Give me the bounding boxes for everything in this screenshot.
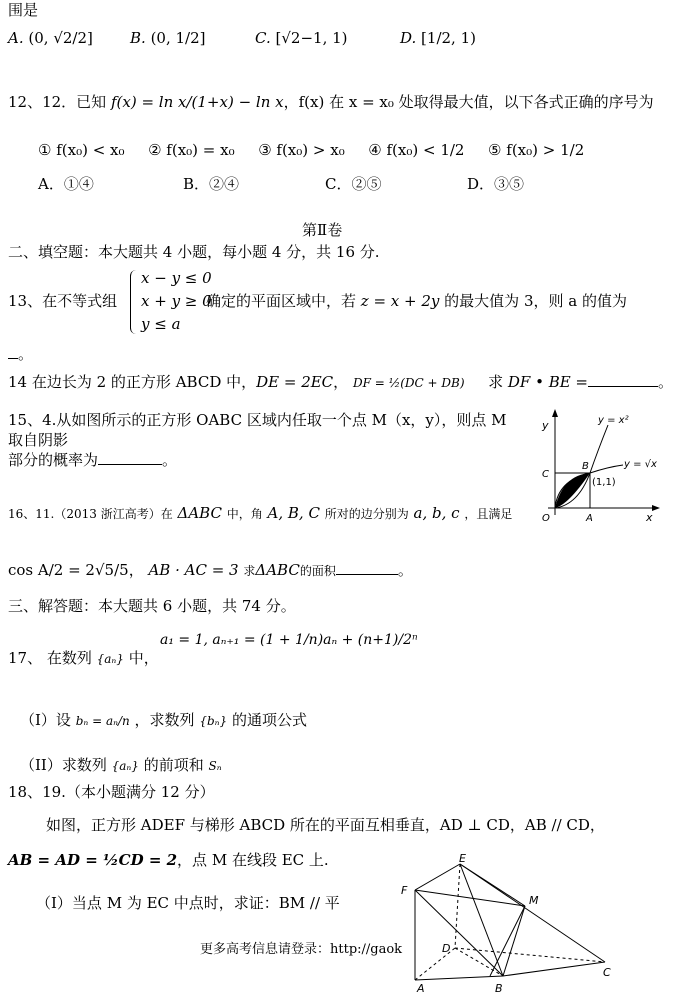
q12-item-2: ② f(x₀) = x₀ — [148, 141, 235, 159]
option-d-label: D. — [400, 29, 417, 47]
q17-part2 — [20, 755, 222, 776]
q18-head: 18、19.（本小题满分 12 分） — [8, 783, 215, 801]
q16-dot: AB · AC = 3 — [148, 561, 239, 579]
q16-pre: 16、11.（2013 浙江高考）在 — [8, 507, 173, 521]
q13-blank[interactable] — [8, 344, 18, 359]
q13-sys-3: y ≤ a — [141, 315, 181, 333]
q16-sides: a, b, c — [413, 504, 460, 522]
option-c-expr: [√2−1, 1) — [275, 29, 348, 47]
q16-ask2: 的面积 — [299, 564, 336, 578]
option-c-label: C. — [255, 29, 271, 47]
q14-blank[interactable] — [588, 372, 658, 387]
q15-blank[interactable] — [98, 450, 162, 465]
q17-bseq: {bₙ} — [199, 714, 228, 728]
q17-pre: 17、 在数列 — [8, 649, 92, 667]
top-prefix: 围是 — [8, 1, 39, 19]
q18-line3: （I）当点 M 为 EC 中点时，求证：BM // 平 — [36, 894, 340, 912]
q17-Sn: Sₙ — [208, 759, 222, 773]
q13-post: 的最大值为 3，则 a 的值为 — [444, 292, 627, 310]
q17-part1 — [20, 710, 307, 731]
q15-point-label: (1,1) — [592, 477, 616, 488]
q12-choice-b: B．②④ — [183, 175, 240, 193]
q12-stem — [8, 92, 654, 112]
option-b-expr: (0, 1/2] — [150, 29, 206, 47]
q15-x-arrow — [652, 505, 660, 511]
q18-F: F — [401, 884, 408, 897]
q12-item-1: ① f(x₀) < x₀ — [38, 141, 125, 159]
q15-line3 — [8, 450, 177, 470]
q18-A: A — [417, 982, 425, 995]
q12-choice-d: D．③⑤ — [467, 175, 525, 193]
q16-mid2: 所对的边分别为 — [324, 507, 409, 521]
q15-curve1-label: y = x² — [598, 415, 629, 426]
q16-ask: 求 — [243, 564, 256, 578]
q12-item-5: ⑤ f(x₀) > 1/2 — [488, 141, 585, 159]
q14-v1: DE = 2EC — [256, 373, 334, 391]
q12-text: ，f(x) 在 x = x₀ 处取得最大值，以下各式正确的序号为 — [283, 93, 654, 111]
q13-brace — [130, 270, 139, 334]
q13-end: 。 — [18, 345, 34, 363]
option-c — [255, 28, 348, 48]
section-2-title: 第Ⅱ卷 — [302, 221, 343, 239]
q18-l2a: AB = AD = — [8, 851, 103, 869]
option-b — [130, 28, 206, 48]
q12-func: f(x) = ln x/(1+x) − ln x — [110, 93, 284, 111]
q18-line2 — [8, 850, 329, 870]
q17-seq: {aₙ} — [96, 652, 124, 666]
q12-choice-a: A．①④ — [38, 175, 94, 193]
q13-sys-1: x − y ≤ 0 — [141, 269, 212, 287]
option-d-expr: [1/2, 1) — [421, 29, 476, 47]
q18-B: B — [495, 982, 503, 995]
q17-stem — [8, 648, 159, 669]
q12-choice-c: C．②⑤ — [325, 175, 382, 193]
q14-pre: 14 在边长为 2 的正方形 ABCD 中， — [8, 373, 257, 391]
q17-p2b: 的前项和 — [143, 756, 204, 774]
q14-ask: 求 — [488, 373, 504, 391]
q13-pre: 13、在不等式组 — [8, 292, 118, 310]
q13-mid: 确定的平面区域中，若 — [206, 292, 357, 310]
option-a-label: A. — [8, 29, 24, 47]
q16-mid1: 中，角 — [226, 507, 263, 521]
q16-end: 。 — [397, 561, 413, 579]
q17-rec: a₁ = 1, aₙ₊₁ = (1 + 1/n)aₙ + (n+1)/2ⁿ — [160, 632, 418, 648]
q16-tri2: ΔABC — [255, 561, 300, 579]
q17-mid: 中， — [128, 649, 159, 667]
q18-l2b: ½CD = 2 — [103, 851, 178, 869]
q15-line3-text: 部分的概率为 — [8, 451, 99, 469]
q13-answer — [8, 344, 33, 364]
q12-items — [38, 140, 584, 160]
q17-p2a: （II）求数列 — [20, 756, 107, 774]
q17-bn: bₙ = aₙ/n — [75, 714, 130, 728]
q16-blank[interactable] — [336, 560, 398, 575]
q18-D: D — [442, 942, 451, 955]
q16-line1 — [8, 503, 512, 524]
q15-line1: 15、4.从如图所示的正方形 OABC 区域内任取一个点 M（x，y），则点 M — [8, 411, 507, 429]
q15-line2: 取自阴影 — [8, 431, 69, 449]
q12-num: 12、12．已知 — [8, 93, 107, 111]
q15-end: 。 — [162, 451, 178, 469]
q16-line2: cos A/2 = 2√5/5， AB · AC = 3 求ΔABC的面积 。 — [8, 561, 413, 579]
q17-p1a: （I）设 — [20, 711, 71, 729]
q13-sys-2: x + y ≥ 0 — [141, 292, 212, 310]
q18-M: M — [529, 894, 539, 907]
q15-A-label: A — [586, 513, 593, 524]
q13-rest — [206, 291, 627, 311]
q15-y-arrow — [552, 409, 558, 417]
q14-v3: DF • BE = — [507, 373, 589, 391]
q17-seq2: {aₙ} — [111, 759, 139, 773]
q16-tri: ΔABC — [177, 504, 222, 522]
option-b-label: B. — [130, 29, 146, 47]
option-a — [8, 28, 93, 48]
q12-item-4: ④ f(x₀) < 1/2 — [368, 141, 465, 159]
q15-O-label: O — [542, 513, 550, 524]
q17-p1c: 的通项公式 — [231, 711, 307, 729]
q18-E: E — [459, 852, 466, 865]
q18-l2c: ，点 M 在线段 EC 上. — [177, 851, 329, 869]
q15-x-label: x — [646, 511, 653, 524]
q16-mid3: ，且满足 — [464, 507, 513, 521]
option-d — [400, 28, 476, 48]
fill-heading: 二、填空题：本大题共 4 小题，每小题 4 分，共 16 分. — [8, 243, 380, 261]
q18-line1: 如图，正方形 ADEF 与梯形 ABCD 所在的平面互相垂直，AD ⊥ CD，AB // CD， — [46, 816, 605, 834]
q15-y-label: y — [542, 419, 549, 432]
q14-end: 。 — [658, 373, 673, 391]
q15-curve2-label: y = √x — [624, 459, 657, 470]
q15-C-label: C — [542, 469, 549, 480]
q15-shaded-region — [555, 473, 590, 508]
q14: 14 在边长为 2 的正方形 ABCD 中，DE = 2EC， DF = ½(DC + DB) 求 DF • BE = 。 — [8, 373, 673, 391]
q14-v2: DF = ½(DC + DB) — [352, 376, 465, 390]
q13-z: z = x + 2y — [360, 292, 440, 310]
footer-link[interactable]: 更多高考信息请登录：http://gaok — [200, 942, 403, 957]
solution-heading: 三、解答题：本大题共 6 小题，共 74 分。 — [8, 597, 296, 615]
q18-figure — [395, 852, 657, 995]
option-a-expr: (0, √2/2] — [28, 29, 93, 47]
q15-figure — [528, 405, 662, 525]
q17-p1b: ，求数列 — [134, 711, 195, 729]
q12-item-3: ③ f(x₀) > x₀ — [258, 141, 345, 159]
q15-B-label: B — [582, 461, 589, 472]
q16-abc: A, B, C — [267, 504, 320, 522]
q16-cos: cos A/2 = 2√5/5 — [8, 561, 129, 579]
q18-C: C — [603, 966, 611, 979]
